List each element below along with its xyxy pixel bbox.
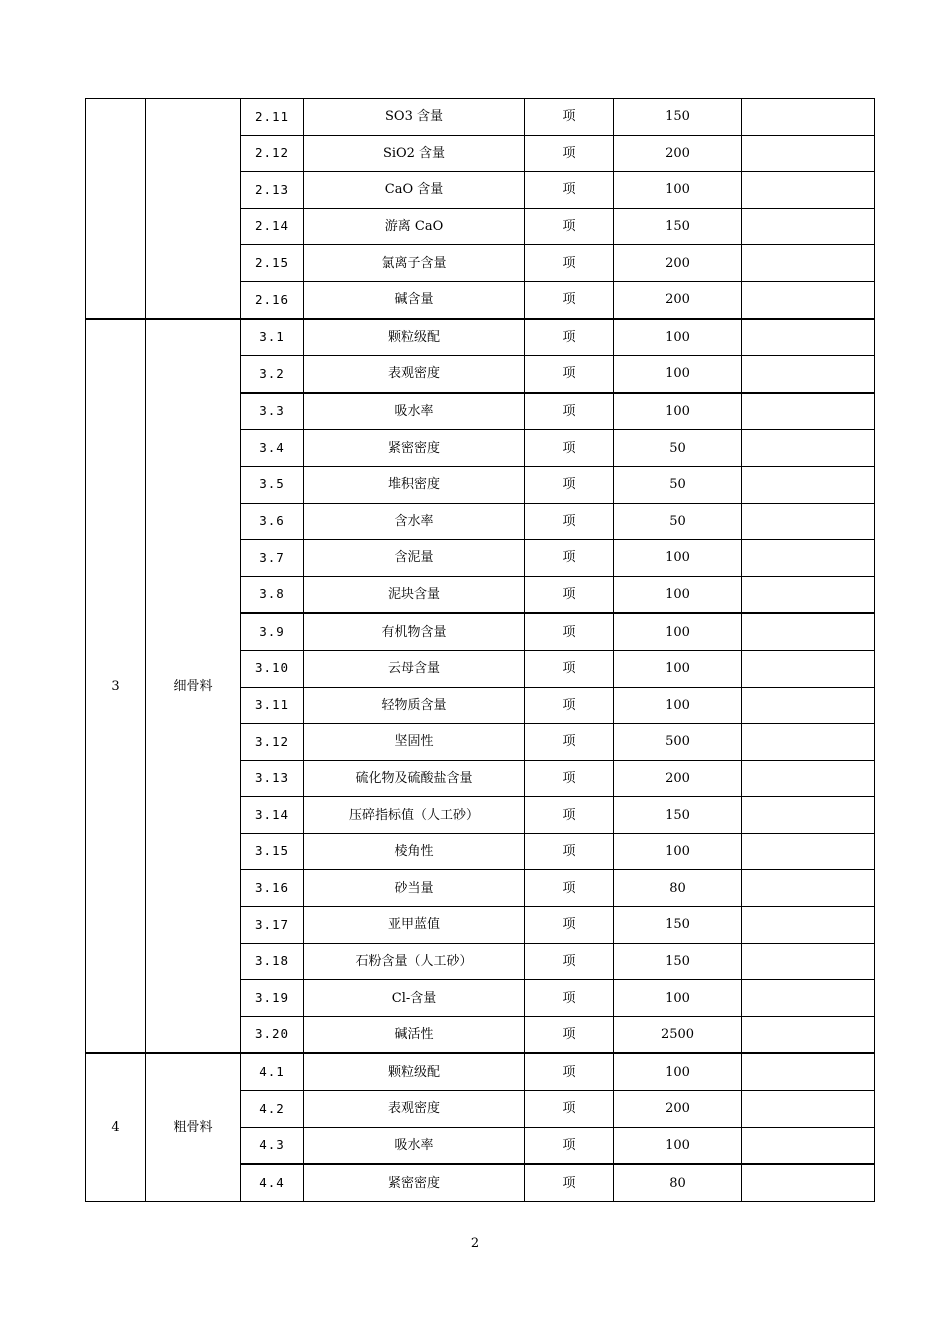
item-unit-cell: 项 [525, 907, 614, 944]
item-unit-cell: 项 [525, 797, 614, 834]
item-name-cell: 含水率 [304, 503, 525, 540]
item-price-cell: 150 [614, 208, 742, 245]
item-code-cell: 2.15 [241, 245, 304, 282]
item-name-cell: 亚甲蓝值 [304, 907, 525, 944]
item-name-cell: 坚固性 [304, 724, 525, 761]
item-note-cell [742, 466, 875, 503]
item-name-cell: 硫化物及硫酸盐含量 [304, 760, 525, 797]
item-price-cell: 100 [614, 540, 742, 577]
item-code-cell: 3.14 [241, 797, 304, 834]
item-note-cell [742, 393, 875, 430]
item-unit-cell: 项 [525, 245, 614, 282]
item-unit-cell: 项 [525, 466, 614, 503]
item-note-cell [742, 540, 875, 577]
item-name-cell: 紧密密度 [304, 1164, 525, 1201]
item-note-cell [742, 650, 875, 687]
item-price-cell: 100 [614, 356, 742, 393]
group-name-cell [146, 99, 241, 319]
item-note-cell [742, 1091, 875, 1128]
item-note-cell [742, 760, 875, 797]
item-unit-cell: 项 [525, 870, 614, 907]
item-name-cell: 轻物质含量 [304, 687, 525, 724]
item-unit-cell: 项 [525, 613, 614, 650]
item-name-cell: 泥块含量 [304, 576, 525, 613]
item-unit-cell: 项 [525, 576, 614, 613]
item-unit-cell: 项 [525, 208, 614, 245]
group-number-cell: 3 [86, 319, 146, 1054]
item-price-cell: 200 [614, 281, 742, 318]
item-code-cell: 2.13 [241, 172, 304, 209]
item-unit-cell: 项 [525, 980, 614, 1017]
item-name-cell: 石粉含量（人工砂） [304, 943, 525, 980]
item-price-cell: 150 [614, 907, 742, 944]
item-price-cell: 100 [614, 613, 742, 650]
item-price-cell: 80 [614, 1164, 742, 1201]
item-note-cell [742, 576, 875, 613]
item-price-cell: 100 [614, 576, 742, 613]
item-name-cell: 云母含量 [304, 650, 525, 687]
item-price-cell: 100 [614, 687, 742, 724]
item-unit-cell: 项 [525, 1016, 614, 1053]
item-price-cell: 100 [614, 1053, 742, 1090]
item-name-cell: 氯离子含量 [304, 245, 525, 282]
item-price-cell: 200 [614, 245, 742, 282]
item-code-cell: 4.3 [241, 1127, 304, 1164]
item-note-cell [742, 208, 875, 245]
table-row [86, 319, 875, 356]
item-unit-cell: 项 [525, 540, 614, 577]
item-price-cell: 50 [614, 466, 742, 503]
item-name-cell: CaO 含量 [304, 172, 525, 209]
item-note-cell [742, 356, 875, 393]
item-name-cell: 吸水率 [304, 1127, 525, 1164]
item-note-cell [742, 613, 875, 650]
item-name-cell: 堆积密度 [304, 466, 525, 503]
group-name-cell: 粗骨料 [146, 1053, 241, 1201]
item-note-cell [742, 1164, 875, 1201]
item-unit-cell: 项 [525, 99, 614, 136]
item-code-cell: 3.1 [241, 319, 304, 356]
item-code-cell: 3.6 [241, 503, 304, 540]
item-name-cell: 游离 CaO [304, 208, 525, 245]
item-name-cell: 含泥量 [304, 540, 525, 577]
item-unit-cell: 项 [525, 1091, 614, 1128]
item-note-cell [742, 1053, 875, 1090]
item-note-cell [742, 687, 875, 724]
item-code-cell: 3.15 [241, 833, 304, 870]
item-note-cell [742, 1016, 875, 1053]
item-price-cell: 150 [614, 797, 742, 834]
item-code-cell: 4.1 [241, 1053, 304, 1090]
item-unit-cell: 项 [525, 760, 614, 797]
item-code-cell: 2.12 [241, 135, 304, 172]
item-unit-cell: 项 [525, 393, 614, 430]
item-name-cell: 紧密密度 [304, 430, 525, 467]
item-note-cell [742, 319, 875, 356]
item-name-cell: 压碎指标值（人工砂） [304, 797, 525, 834]
page-number: 2 [470, 1236, 480, 1251]
item-name-cell: 颗粒级配 [304, 319, 525, 356]
group-number-cell: 4 [86, 1053, 146, 1201]
item-price-cell: 100 [614, 650, 742, 687]
item-name-cell: 碱含量 [304, 281, 525, 318]
item-code-cell: 4.4 [241, 1164, 304, 1201]
item-unit-cell: 项 [525, 943, 614, 980]
item-note-cell [742, 1127, 875, 1164]
item-unit-cell: 项 [525, 172, 614, 209]
item-name-cell: 砂当量 [304, 870, 525, 907]
item-note-cell [742, 980, 875, 1017]
item-code-cell: 3.20 [241, 1016, 304, 1053]
item-code-cell: 3.7 [241, 540, 304, 577]
item-price-cell: 80 [614, 870, 742, 907]
item-unit-cell: 项 [525, 135, 614, 172]
item-price-cell: 500 [614, 724, 742, 761]
item-code-cell: 2.11 [241, 99, 304, 136]
item-price-cell: 100 [614, 1127, 742, 1164]
item-unit-cell: 项 [525, 650, 614, 687]
item-code-cell: 3.16 [241, 870, 304, 907]
item-note-cell [742, 430, 875, 467]
item-code-cell: 3.19 [241, 980, 304, 1017]
price-table [85, 98, 875, 1202]
item-note-cell [742, 870, 875, 907]
item-note-cell [742, 907, 875, 944]
item-code-cell: 3.17 [241, 907, 304, 944]
item-name-cell: 吸水率 [304, 393, 525, 430]
item-note-cell [742, 724, 875, 761]
item-note-cell [742, 281, 875, 318]
item-code-cell: 3.3 [241, 393, 304, 430]
item-name-cell: 颗粒级配 [304, 1053, 525, 1090]
item-unit-cell: 项 [525, 430, 614, 467]
item-name-cell: 有机物含量 [304, 613, 525, 650]
item-unit-cell: 项 [525, 724, 614, 761]
table-row [86, 1053, 875, 1090]
item-code-cell: 2.14 [241, 208, 304, 245]
item-unit-cell: 项 [525, 503, 614, 540]
item-price-cell: 50 [614, 503, 742, 540]
item-price-cell: 100 [614, 393, 742, 430]
item-price-cell: 100 [614, 172, 742, 209]
item-unit-cell: 项 [525, 281, 614, 318]
item-unit-cell: 项 [525, 356, 614, 393]
item-unit-cell: 项 [525, 319, 614, 356]
item-name-cell: Cl-含量 [304, 980, 525, 1017]
item-unit-cell: 项 [525, 1164, 614, 1201]
item-name-cell: 表观密度 [304, 1091, 525, 1128]
item-note-cell [742, 797, 875, 834]
item-unit-cell: 项 [525, 833, 614, 870]
item-note-cell [742, 99, 875, 136]
item-unit-cell: 项 [525, 1053, 614, 1090]
item-price-cell: 2500 [614, 1016, 742, 1053]
item-code-cell: 3.18 [241, 943, 304, 980]
item-note-cell [742, 833, 875, 870]
item-name-cell: SO3 含量 [304, 99, 525, 136]
item-name-cell: 表观密度 [304, 356, 525, 393]
item-code-cell: 3.4 [241, 430, 304, 467]
item-note-cell [742, 245, 875, 282]
group-name-cell: 细骨料 [146, 319, 241, 1054]
item-note-cell [742, 135, 875, 172]
table-row [86, 99, 875, 136]
item-code-cell: 3.11 [241, 687, 304, 724]
item-name-cell: 碱活性 [304, 1016, 525, 1053]
item-unit-cell: 项 [525, 687, 614, 724]
item-price-cell: 50 [614, 430, 742, 467]
item-price-cell: 150 [614, 99, 742, 136]
item-price-cell: 100 [614, 319, 742, 356]
item-note-cell [742, 943, 875, 980]
item-code-cell: 3.9 [241, 613, 304, 650]
item-code-cell: 3.5 [241, 466, 304, 503]
item-price-cell: 200 [614, 135, 742, 172]
item-code-cell: 3.12 [241, 724, 304, 761]
item-name-cell: SiO2 含量 [304, 135, 525, 172]
item-code-cell: 3.8 [241, 576, 304, 613]
item-code-cell: 3.10 [241, 650, 304, 687]
item-name-cell: 棱角性 [304, 833, 525, 870]
table-body [86, 99, 875, 1202]
item-note-cell [742, 503, 875, 540]
item-price-cell: 100 [614, 833, 742, 870]
item-code-cell: 3.2 [241, 356, 304, 393]
item-note-cell [742, 172, 875, 209]
item-code-cell: 4.2 [241, 1091, 304, 1128]
item-price-cell: 200 [614, 760, 742, 797]
item-price-cell: 100 [614, 980, 742, 1017]
item-price-cell: 200 [614, 1091, 742, 1128]
item-code-cell: 3.13 [241, 760, 304, 797]
group-number-cell [86, 99, 146, 319]
item-code-cell: 2.16 [241, 281, 304, 318]
item-price-cell: 150 [614, 943, 742, 980]
item-unit-cell: 项 [525, 1127, 614, 1164]
